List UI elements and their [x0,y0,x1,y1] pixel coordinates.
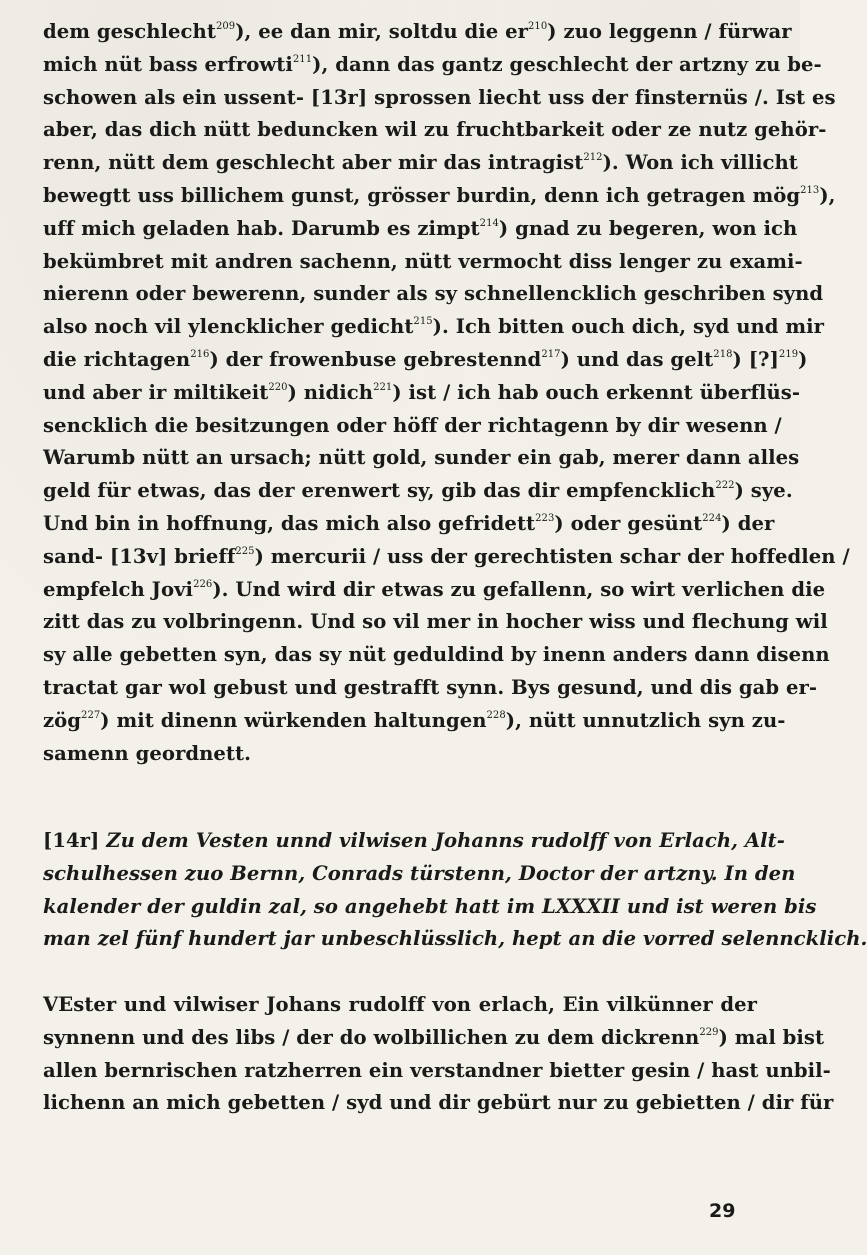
heading-text: man zel fünf hundert jar unbeschlüsslich, hept an die vorred selenncklich. [43,927,867,951]
footnote-marker: 212 [583,152,603,164]
footnote-marker: 225 [235,545,255,557]
paragraph1-line: schowen als ein ussent- [13r] sprossen liecht uss der finsternüs /. Ist es [43,85,836,109]
footnote-marker: 227 [81,709,101,721]
paragraph1-line: die richtagen$^{216}$) der frowenbuse gebrestennd$^{217}$) und das gelt$^{218}$) [?]$^{219}$) [43,347,808,371]
paragraph1-line: sand- [13v] brieff$^{225}$) mercurii / uss der gerechtisten schar der hoffedlen / [43,544,850,568]
heading-line [43,858,796,891]
footnote-marker: 216 [190,348,210,360]
footnote-marker: 215 [413,316,433,328]
footnote-marker: 209 [215,21,236,32]
paragraph1-line: tractat gar wol gebust und gestrafft synn. Bys gesund, und dis gab er- [43,675,818,699]
paragraph1-line: geld für etwas, das der erenwert sy, gib das dir empfencklich$^{222}$) sye. [43,479,793,503]
paragraph2-line: allen bernrischen ratzherren ein verstandner bietter gesin / hast unbil- [43,1058,831,1082]
vorred-paragraph [43,989,834,1120]
paragraph1-line: renn, nütt dem geschlecht aber mir das intragist$^{212}$). Won ich villicht [43,151,798,175]
footnote-marker: 229 [699,1026,719,1038]
paragraph1-line: zög$^{227}$) mit dinenn würkenden haltungen$^{228}$), nütt unnutzlich syn zu- [43,708,786,732]
footnote-marker: 224 [702,512,722,524]
footnote-marker: 223 [535,512,555,524]
footnote-marker: 214 [479,217,499,229]
footnote-marker: 226 [193,578,213,590]
paragraph1-line: Warumb nütt an ursach; nütt gold, sunder ein gab, merer dann alles [43,446,800,470]
footnote-marker: 228 [486,709,506,721]
paragraph1-line: nierenn oder bewerenn, sunder als sy schnellencklich geschriben synd [43,282,824,306]
paragraph2-line: lichenn an mich gebetten / syd und dir gebürt nur zu gebietten / dir für [43,1091,834,1115]
paragraph1-line: mich nüt bass erfrowti$^{211}$), dann das gantz geschlecht der artzny zu be- [43,52,822,76]
footnote-marker: 218 [713,348,733,360]
footnote-marker: 211 [292,53,313,65]
paragraph1-line: bekümbret mit andren sachenn, nütt vermocht diss lenger zu exami- [43,249,803,273]
footnote-marker: 213 [800,184,820,196]
heading-line [43,891,817,924]
paragraph1-line: aber, das dich nütt beduncken wil zu fruchtbarkeit oder ze nutz gehör- [43,118,827,142]
paragraph1-line: also noch vil ylencklicher gedicht$^{215}$). Ich bitten ouch dich, syd und mir [43,315,825,339]
footnote-marker: 222 [715,480,735,492]
heading-text: schulhessen zuo Bernn, Conrads türstenn, Doctor der artzny. In den [43,861,796,885]
paragraph1-line: bewegtt uss billichem gunst, grösser burdin, denn ich getragen mög$^{213}$), [43,183,836,207]
main-paragraph [43,16,850,770]
paragraph1-line: zitt das zu volbringenn. Und so vil mer in hocher wiss und flechung wil [43,610,828,634]
heading-text: kalender der guldin zal, so angehebt hatt im LXXXII und ist weren bis [43,894,817,918]
heading-line [43,923,867,956]
footnote-marker: 210 [528,21,548,32]
paragraph1-line: sy alle gebetten syn, das sy nüt geduldind by inenn anders dann disenn [43,643,830,667]
paragraph1-line: dem geschlecht$^{209}$), ee dan mir, soltdu die $er^{210}$) zuo leggenn / fürwar [43,20,792,43]
paragraph2-line: synnenn und des libs / der do wolbillichen zu dem dickrenn$^{229}$) mal bist [43,1025,825,1049]
folio-marker: [14r] [43,829,107,852]
heading-line [43,825,785,858]
paragraph1-line: empfelch Jovi$^{226}$). Und wird dir etwas zu gefallenn, so wirt verlichen die [43,577,826,601]
page-number: 29 [709,1200,736,1222]
footnote-marker: 217 [541,348,561,360]
footnote-marker: 221 [373,381,393,393]
paragraph1-line: und aber ir miltikeit$^{220}$) nidich$^{221}$) ist / ich hab ouch erkennt überflüs- [43,380,801,404]
dedication-heading [43,825,867,956]
paragraph2-line: VEster und vilwiser Johans rudolff von erlach, Ein vilkünner der [43,993,757,1016]
heading-text: Zu dem Vesten unnd vilwisen Johanns rudolff von Erlach, Alt- [106,829,785,852]
paragraph1-line: sencklich die besitzungen oder höff der richtagenn by dir wesenn / [43,413,782,437]
paragraph1-line: uff mich geladen hab. Darumb es zimpt$^{214}$) gnad zu begeren, won ich [43,216,798,240]
paragraph1-line: Und bin in hoffnung, das mich also gefridett$^{223}$) oder gesünt$^{224}$) der [43,511,775,535]
footnote-marker: 219 [778,348,799,360]
footnote-marker: 220 [268,381,288,393]
paragraph1-line: samenn geordnett. [43,741,251,765]
